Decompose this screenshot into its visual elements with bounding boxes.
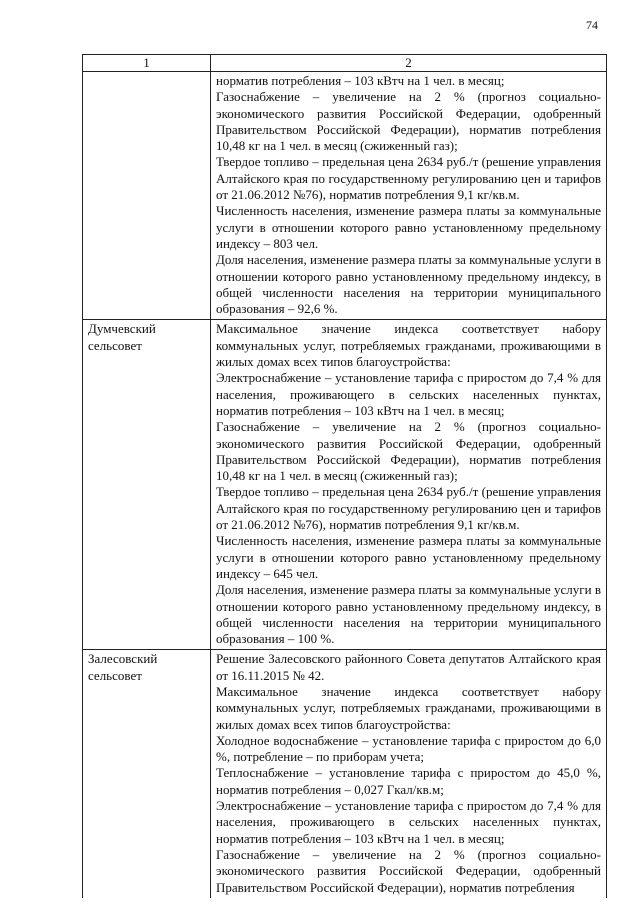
paragraph: Твердое топливо – предельная цена 2634 руб./т (решение управления Алтайского края по государственному регулированию цен и тарифов от 21.06.2012 №76), норматив потребления 9,1 кг/кв.м. — [216, 484, 601, 533]
paragraph: Доля населения, изменение размера платы за коммунальные услуги в отношении которого равно установленному предельному индексу, в общей численности населения на территории муниципального образования – 100 %. — [216, 582, 601, 647]
page-number: 74 — [586, 18, 598, 32]
header-col-2: 2 — [211, 55, 607, 72]
table-row — [83, 72, 607, 320]
paragraph: Максимальное значение индекса соответствует набору коммунальных услуг, потребляемых гражданами, проживающими в жилых домах всех типов благоустройства: — [216, 683, 601, 732]
paragraph: Теплоснабжение – установление тарифа с приростом до 45,0 %, норматив потребления – 0,027 Гкал/кв.м; — [216, 765, 601, 797]
paragraph: Максимальное значение индекса соответствует набору коммунальных услуг, потребляемых гражданами, проживающими в жилых домах всех типов благоустройства: — [216, 321, 601, 370]
paragraph: норматив потребления – 103 кВтч на 1 чел. в месяц; — [216, 73, 505, 88]
paragraph: Твердое топливо – предельная цена 2634 руб./т (решение управления Алтайского края по государственному регулированию цен и тарифов от 21.06.2012 №76), норматив потребления 9,1 кг/кв.м. — [216, 154, 601, 203]
table-row — [83, 320, 607, 650]
content-cell — [211, 650, 607, 898]
content-cell — [211, 72, 607, 320]
paragraph: Численность населения, изменение размера платы за коммунальные услуги в отношении которого равно установленному предельному индексу – 803 чел. — [216, 203, 601, 251]
header-col-1: 1 — [83, 55, 211, 72]
municipal-index-table — [82, 54, 607, 898]
table-header-row — [83, 55, 607, 72]
paragraph: Газоснабжение – увеличение на 2 % (прогноз социально-экономического развития Российской Федерации, одобренный Правительством Российской Федерации), норматив потребления 10,48 кг на 1 чел. в месяц (сжиженный газ); — [216, 419, 601, 484]
paragraph: Электроснабжение – установление тарифа с приростом до 7,4 % для населения, проживающего в сельских населенных пунктах, норматив потребления – 103 кВтч на 1 чел. в месяц; — [216, 798, 601, 846]
region-cell — [83, 72, 211, 320]
table-row — [83, 650, 607, 898]
paragraph: Газоснабжение – увеличение на 2 % (прогноз социально-экономического развития Российской Федерации, одобренный Правительством Российской Федерации), норматив потребления 10,48 кг на 1 чел. в месяц (сжиженный газ); — [216, 89, 601, 154]
region-cell: Залесовский сельсовет — [83, 650, 211, 898]
paragraph: Холодное водоснабжение – установление тарифа с приростом до 6,0 %, потребление – по приборам учета; — [216, 732, 601, 765]
paragraph: Решение Залесовского районного Совета депутатов Алтайского края от 16.11.2015 № 42. — [216, 651, 601, 683]
paragraph: Электроснабжение – установление тарифа с приростом до 7,4 % для населения, проживающего в сельских населенных пунктах, норматив потребления – 103 кВтч на 1 чел. в месяц; — [216, 370, 601, 418]
content-cell — [211, 320, 607, 650]
paragraph: Доля населения, изменение размера платы за коммунальные услуги в отношении которого равно установленному предельному индексу, в общей численности населения на территории муниципального образования – 92,6 %. — [216, 252, 601, 317]
paragraph: Численность населения, изменение размера платы за коммунальные услуги в отношении которого равно установленному предельному индексу – 645 чел. — [216, 533, 601, 581]
region-cell: Думчевский сельсовет — [83, 320, 211, 650]
paragraph: Газоснабжение – увеличение на 2 % (прогноз социально-экономического развития Российской Федерации, одобренный Правительством Российской Федерации), норматив потребления — [216, 846, 601, 895]
